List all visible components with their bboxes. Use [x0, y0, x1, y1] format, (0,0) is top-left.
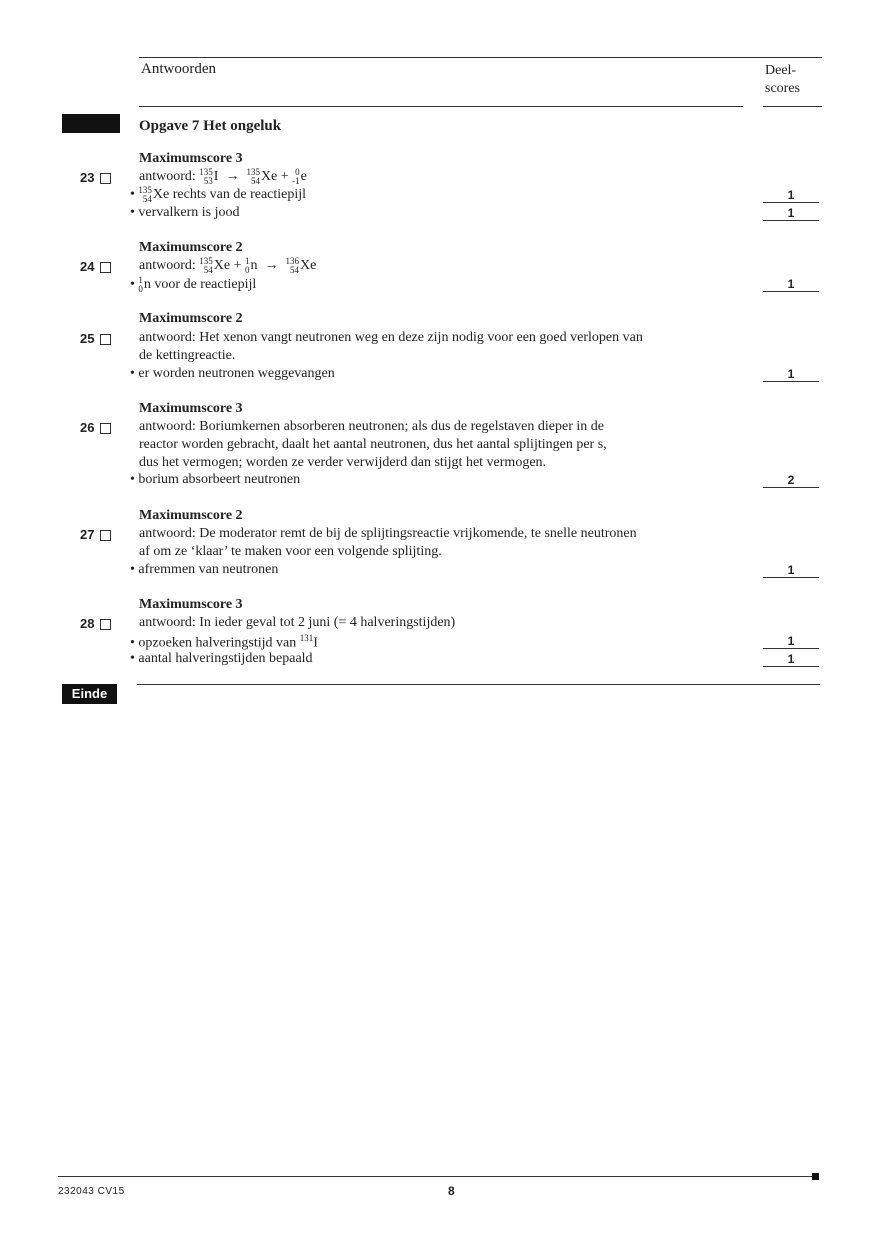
answer-24: antwoord: 135 54 Xe + 1 0 n → 136 54 Xe — [139, 256, 317, 275]
max-score-23: Maximumscore 3 — [139, 151, 243, 166]
bullet-25-1: • er worden neutronen weggevangen — [130, 366, 335, 381]
footer-rule — [58, 1176, 818, 1177]
footer-square-icon — [812, 1173, 819, 1180]
answer-26-line-1: antwoord: Boriumkernen absorberen neutronen; als dus de regelstaven dieper in de — [139, 419, 604, 434]
answer-23: antwoord: 135 53 I → 135 54 Xe + 0 -1 e — [139, 167, 307, 186]
bullet-28-1: • opzoeken halveringstijd van $^{131}$I — [130, 633, 318, 651]
bullet-23-1: • 135 54 Xe rechts van de reactiepijl — [130, 185, 307, 204]
bullet-26-1: • borium absorbeert neutronen — [130, 472, 301, 487]
answer-27-line-1: antwoord: De moderator remt de bij de splijtingsreactie vrijkomende, te snelle neutronen — [139, 526, 637, 541]
score-23-2: 1 — [763, 206, 819, 221]
header-scores-2: scores — [765, 81, 800, 96]
checkbox-icon — [100, 423, 111, 434]
checkbox-icon — [100, 530, 111, 541]
question-number-27: 27 — [80, 527, 111, 542]
top-rule — [139, 57, 822, 58]
nuclide-I-135: 135 53 I — [199, 167, 219, 186]
header-rule-right — [763, 106, 822, 107]
checkbox-icon — [100, 619, 111, 630]
max-score-24: Maximumscore 2 — [139, 240, 243, 255]
answer-26-line-2: reactor worden gebracht, daalt het aantal neutronen, dus het aantal splijtingen per s, — [139, 437, 607, 452]
score-24-1: 1 — [763, 277, 819, 292]
score-26-1: 2 — [763, 473, 819, 488]
header-scores-1: Deel- — [765, 63, 797, 78]
checkbox-icon — [100, 334, 111, 345]
footer-code: 232043 CV15 — [58, 1186, 125, 1197]
answer-28-line-1: antwoord: In ieder geval tot 2 juni (= 4 halveringstijden) — [139, 615, 456, 630]
answer-27-line-2: af om ze ‘klaar’ te maken voor een volgende splijting. — [139, 544, 442, 559]
bullet-23-2: • vervalkern is jood — [130, 205, 240, 220]
answer-26-line-3: dus het vermogen; worden ze verder verwijderd dan stijgt het vermogen. — [139, 455, 547, 470]
answer-25-line-1: antwoord: Het xenon vangt neutronen weg en deze zijn nodig voor een goed verlopen van — [139, 330, 643, 345]
end-label: Einde — [62, 684, 117, 704]
checkbox-icon — [100, 262, 111, 273]
max-score-25: Maximumscore 2 — [139, 311, 243, 326]
checkbox-icon — [100, 173, 111, 184]
question-number-26: 26 — [80, 420, 111, 435]
bullet-28-2: • aantal halveringstijden bepaald — [130, 651, 313, 666]
score-27-1: 1 — [763, 563, 819, 578]
question-number-25: 25 — [80, 331, 111, 346]
nuclide-e: 0 -1 e — [292, 167, 307, 186]
section-title: Opgave 7 Het ongeluk — [139, 118, 282, 134]
end-rule — [137, 684, 820, 685]
score-23-1: 1 — [763, 188, 819, 203]
score-28-2: 1 — [763, 652, 819, 667]
question-number-23: 23 — [80, 170, 111, 185]
header-answers: Antwoorden — [141, 61, 216, 77]
score-28-1: 1 — [763, 634, 819, 649]
bullet-24-1: • 1 0 n voor de reactiepijl — [130, 275, 257, 294]
max-score-28: Maximumscore 3 — [139, 597, 243, 612]
question-number-28: 28 — [80, 616, 111, 631]
section-marker — [62, 114, 120, 133]
question-number-24: 24 — [80, 259, 111, 274]
answer-25-line-2: de kettingreactie. — [139, 348, 236, 363]
page-number: 8 — [448, 1184, 455, 1198]
header-rule-left — [139, 106, 743, 107]
max-score-27: Maximumscore 2 — [139, 508, 243, 523]
max-score-26: Maximumscore 3 — [139, 401, 243, 416]
score-25-1: 1 — [763, 367, 819, 382]
nuclide-Xe-135: 135 54 Xe — [246, 167, 278, 186]
bullet-27-1: • afremmen van neutronen — [130, 562, 279, 577]
